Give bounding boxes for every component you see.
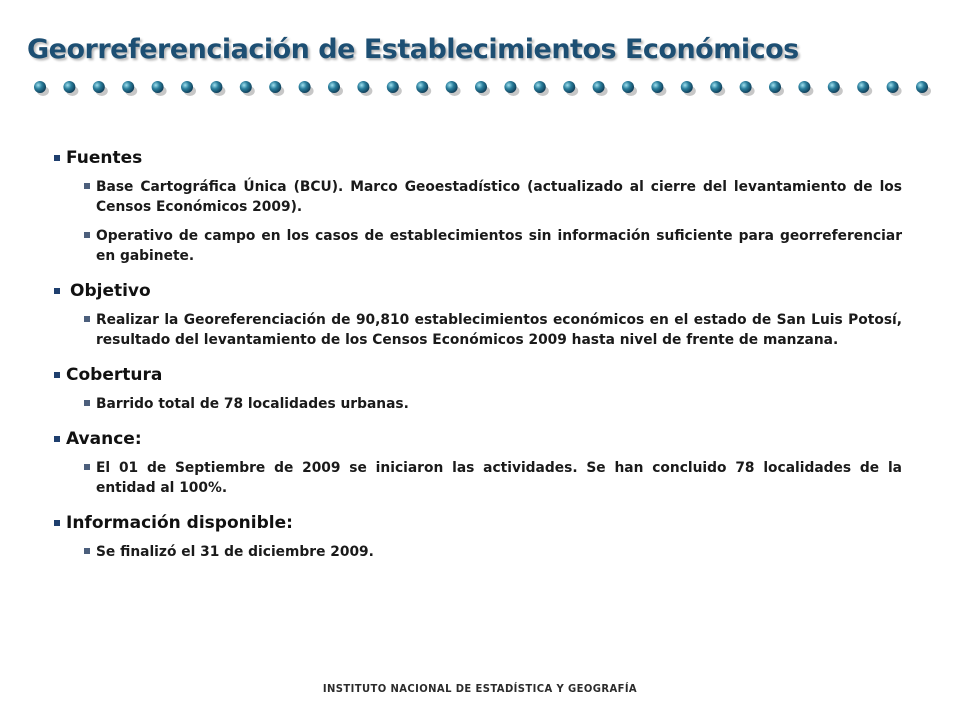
slide-title: Georreferenciación de Establecimientos Económicos xyxy=(27,34,799,65)
decorative-dot xyxy=(769,81,781,93)
sub-bullet-icon xyxy=(84,548,90,554)
list-item-text: Se finalizó el 31 de diciembre 2009. xyxy=(96,544,374,560)
list-item-text: Realizar la Georeferenciación de 90,810 establecimientos económicos en el estado de San Luis Potosí, resultado del levantamiento de los Censos Económicos 2009 hasta nivel de frente de manzana. xyxy=(96,312,902,348)
decorative-dot xyxy=(93,81,105,93)
list-item xyxy=(54,310,902,350)
section-objetivo xyxy=(54,281,902,350)
decorative-dot xyxy=(475,81,487,93)
decorative-dot xyxy=(299,81,311,93)
decorative-dot xyxy=(887,81,899,93)
decorative-dot xyxy=(210,81,222,93)
list-item-text: El 01 de Septiembre de 2009 se iniciaron las actividades. Se han concluido 78 localidades de la entidad al 100%. xyxy=(96,460,902,496)
bullet-square-icon xyxy=(54,155,60,161)
decorative-dot xyxy=(651,81,663,93)
slide-body xyxy=(54,148,902,571)
decorative-dot xyxy=(534,81,546,93)
sub-bullet-icon xyxy=(84,400,90,406)
list-item-text: Barrido total de 78 localidades urbanas. xyxy=(96,396,409,412)
section-heading xyxy=(54,513,902,533)
section-heading xyxy=(54,429,902,449)
decorative-dot xyxy=(34,81,46,93)
list-item xyxy=(54,177,902,217)
sub-bullet-icon xyxy=(84,316,90,322)
list-item xyxy=(54,226,902,266)
decorative-dot xyxy=(681,81,693,93)
section-avance xyxy=(54,429,902,498)
section-heading xyxy=(54,281,902,301)
section-heading-text: Avance: xyxy=(66,429,142,449)
decorative-dot xyxy=(416,81,428,93)
bullet-square-icon xyxy=(54,520,60,526)
decorative-dot xyxy=(740,81,752,93)
bullet-square-icon xyxy=(54,372,60,378)
decorative-dot xyxy=(269,81,281,93)
sub-bullet-icon xyxy=(84,183,90,189)
section-heading-text: Información disponible: xyxy=(66,513,293,533)
decorative-dot-line xyxy=(26,76,936,100)
decorative-dot xyxy=(798,81,810,93)
section-heading xyxy=(54,148,902,168)
list-item xyxy=(54,542,902,562)
section-heading xyxy=(54,365,902,385)
decorative-dot xyxy=(446,81,458,93)
section-heading-text: Fuentes xyxy=(66,148,143,168)
decorative-dot xyxy=(710,81,722,93)
section-fuentes xyxy=(54,148,902,266)
decorative-dot xyxy=(63,81,75,93)
sub-bullet-icon xyxy=(84,464,90,470)
list-item xyxy=(54,458,902,498)
list-item-text: Operativo de campo en los casos de establecimientos sin información suficiente para georreferenciar en gabinete. xyxy=(96,228,902,264)
decorative-dot xyxy=(240,81,252,93)
sub-bullet-icon xyxy=(84,232,90,238)
decorative-dot xyxy=(828,81,840,93)
decorative-dot xyxy=(328,81,340,93)
decorative-dot xyxy=(857,81,869,93)
section-informacion xyxy=(54,513,902,562)
bullet-square-icon xyxy=(54,288,60,294)
footer-institution: INSTITUTO NACIONAL DE ESTADÍSTICA Y GEOGRAFÍA xyxy=(322,683,638,696)
section-heading-text: Cobertura xyxy=(66,365,163,385)
decorative-dot xyxy=(181,81,193,93)
list-item xyxy=(54,394,902,414)
decorative-dot xyxy=(152,81,164,93)
list-item-text: Base Cartográfica Única (BCU). Marco Geoestadístico (actualizado al cierre del levantamiento de los Censos Económicos 2009). xyxy=(96,179,902,215)
decorative-dot xyxy=(357,81,369,93)
decorative-dot xyxy=(504,81,516,93)
decorative-dot xyxy=(563,81,575,93)
section-heading-text: Objetivo xyxy=(70,281,151,301)
decorative-dot xyxy=(387,81,399,93)
decorative-dot xyxy=(122,81,134,93)
section-cobertura xyxy=(54,365,902,414)
decorative-dot xyxy=(622,81,634,93)
decorative-dot xyxy=(593,81,605,93)
decorative-dot xyxy=(916,81,928,93)
bullet-square-icon xyxy=(54,436,60,442)
